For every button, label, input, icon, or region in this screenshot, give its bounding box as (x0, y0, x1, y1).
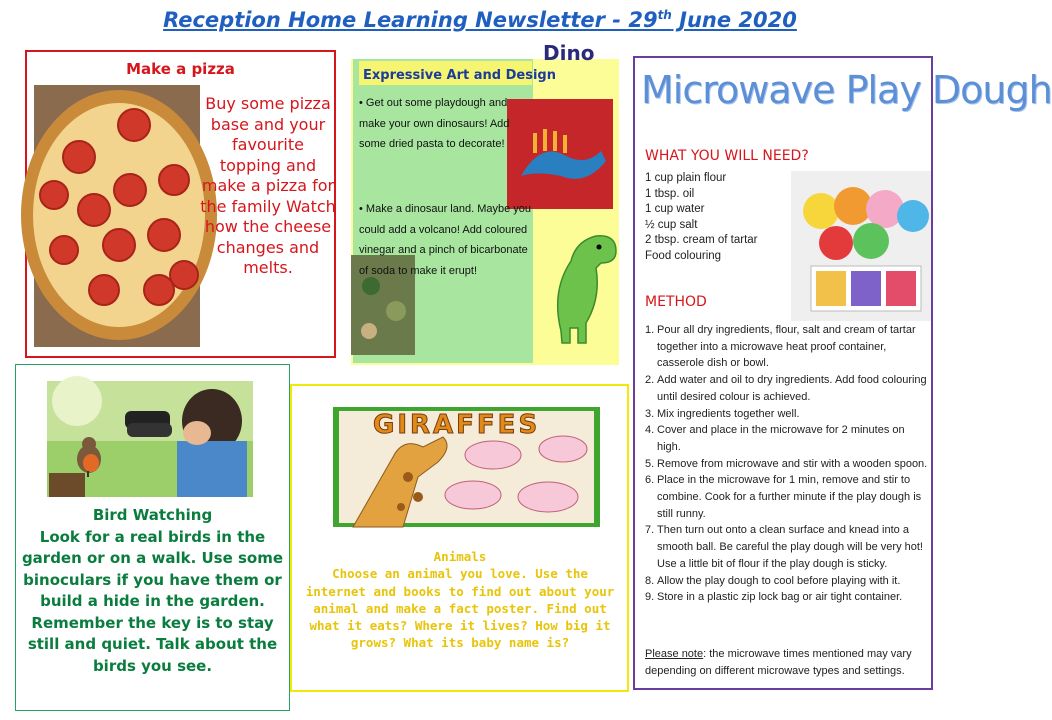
please-note: Please note: the microwave times mentioned may vary depending on different microwave types and settings. (645, 648, 912, 677)
method-steps (645, 322, 930, 606)
method-step: 2. Add water and oil to dry ingredients. Add food colouring until desired colour is achieved. (645, 374, 927, 403)
art-bullet-1: • Get out some playdough and make your own dinosaurs! Add some dried pasta to decorate! (359, 97, 510, 150)
animals-heading: Animals (433, 549, 487, 564)
microwave-play-dough-panel (633, 56, 1052, 690)
method-step: 5. Remove from microwave and stir with a wooden spoon. (645, 457, 928, 470)
pizza-photo (34, 85, 200, 347)
pizza-instructions: Buy some pizza base and your favourite topping and make a pizza for the family Watch how the cheese changes and melts. (200, 94, 336, 277)
method-step: 7. Then turn out onto a clean surface and knead into a smooth ball. Be careful the play dough will be very hot! Use a little bit of flour if the play dough is sticky. (645, 524, 923, 570)
pizza-panel (25, 50, 336, 358)
need-heading: WHAT YOU WILL NEED? (645, 148, 809, 164)
bullet-icon: • (359, 97, 366, 109)
animals-panel (290, 384, 629, 692)
method-step: 9. Store in a plastic zip lock bag or air tight container. (645, 591, 903, 604)
method-step: 6. Place in the microwave for 1 min, remove and stir to combine. Cook for a further minute if the play dough is still runny. (645, 474, 922, 520)
bird-instructions: Look for a real birds in the garden or on a walk. Use some binoculars if you have them or build a hide in the garden. Remember the key is to stay still and quiet. Talk about the birds you see. (21, 527, 284, 675)
art-corner-text: Dino (543, 41, 595, 65)
animals-text (300, 548, 620, 652)
pizza-heading: Make a pizza (126, 60, 235, 78)
microwave-title: Microwave Play Dough (641, 68, 1052, 112)
bird-watching-panel (15, 364, 290, 711)
method-step: 3. Mix ingredients together well. (645, 407, 800, 420)
bird-watching-photo (47, 381, 253, 497)
play-dough-photo (791, 171, 931, 321)
method-step: 1. Pour all dry ingredients, flour, salt and cream of tartar together into a microwave heat proof container, casserole dish or bowl. (645, 324, 916, 370)
bird-heading: Bird Watching (92, 506, 213, 524)
giraffe-poster-title: GIRAFFES (373, 410, 541, 440)
art-bullet-2: • Make a dinosaur land. Maybe you could add a volcano! Add coloured vinegar and a pinch of bicarbonate of soda to make it erupt! (359, 203, 532, 277)
method-step: 8. Allow the play dough to cool before playing with it. (645, 574, 901, 587)
art-heading: Expressive Art and Design (363, 68, 556, 83)
giraffe-fact-poster (333, 407, 600, 527)
method-step: 4. Cover and place in the microwave for 2 minutes on high. (645, 424, 905, 453)
bird-watching-text (16, 505, 289, 677)
ingredients-list: 1 cup plain flour 1 tbsp. oil 1 cup water ½ cup salt 2 tbsp. cream of tartar Food colouring (645, 172, 758, 262)
newsletter-title: Reception Home Learning Newsletter - 29th June 2020 (163, 8, 797, 32)
bullet-icon: • (359, 203, 366, 215)
animals-instructions: Choose an animal you love. Use the internet and books to find out about your animal and make a fact poster. Find out what it eats? Where it lives? How big it grows? What its baby name is? (305, 566, 615, 651)
art-panel (351, 41, 619, 365)
method-heading: METHOD (645, 294, 707, 310)
